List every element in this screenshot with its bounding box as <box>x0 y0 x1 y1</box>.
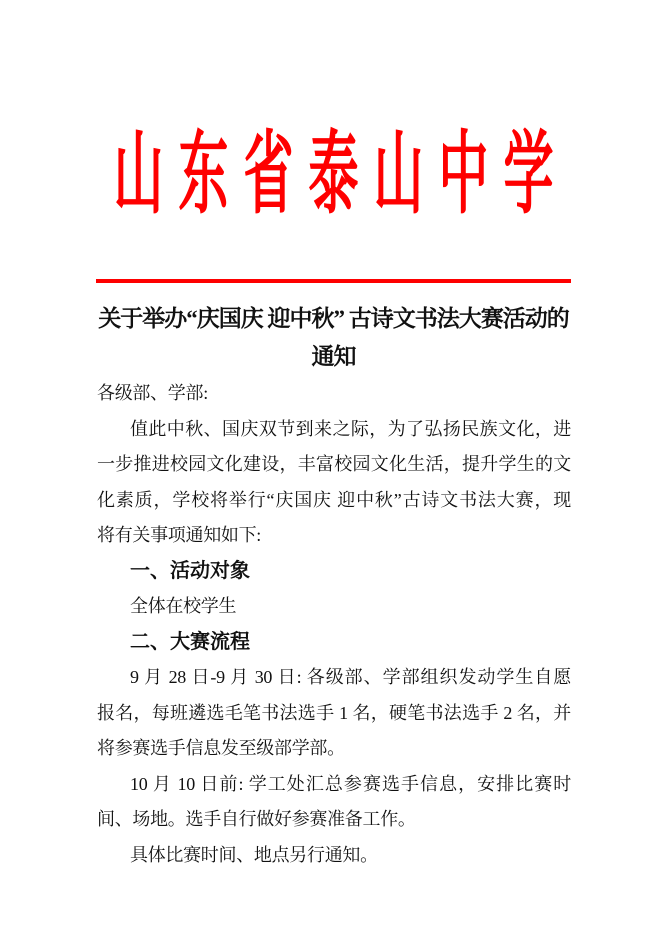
document-title <box>50 300 617 376</box>
text-line: 全体在校学生 <box>130 596 237 616</box>
text-line: 9 月 28 日-9 月 30 日: 各级部、学部组织发动学生自愿 <box>130 667 571 687</box>
text-line: 值此中秋、国庆双节到来之际，为了弘扬民族文化，进 <box>130 418 571 439</box>
text-line: 具体比赛时间、地点另行通知。 <box>130 844 378 865</box>
text-line: 报名，每班遴选毛笔书法选手 1 名，硬笔书法选手 2 名，并 <box>97 702 571 723</box>
text-line: 将参赛选手信息发至级部学部。 <box>97 738 345 758</box>
document-title-line1: 关于举办“庆国庆 迎中秋” 古诗文书法大赛活动的 <box>98 306 569 331</box>
letterhead <box>0 123 667 225</box>
document-title-line2: 通知 <box>311 344 356 369</box>
text-line: 一步推进校园文化建设，丰富校园文化生活，提升学生的文 <box>97 454 571 474</box>
section-heading: 二、大赛流程 <box>130 630 250 653</box>
text-line: 化素质，学校将举行“庆国庆 迎中秋”古诗文书法大赛，现 <box>97 489 571 510</box>
text-line: 将有关事项通知如下: <box>97 525 262 545</box>
section-heading: 一、活动对象 <box>130 559 250 582</box>
school-name: 山东省泰山中学 <box>113 123 569 225</box>
text-line: 10 月 10 日前: 学工处汇总参赛选手信息，安排比赛时 <box>130 773 571 794</box>
text-line: 间、场地。选手自行做好参赛准备工作。 <box>97 809 416 829</box>
red-divider-line <box>96 279 571 283</box>
body-content <box>97 376 571 873</box>
text-line: 各级部、学部: <box>97 383 208 403</box>
